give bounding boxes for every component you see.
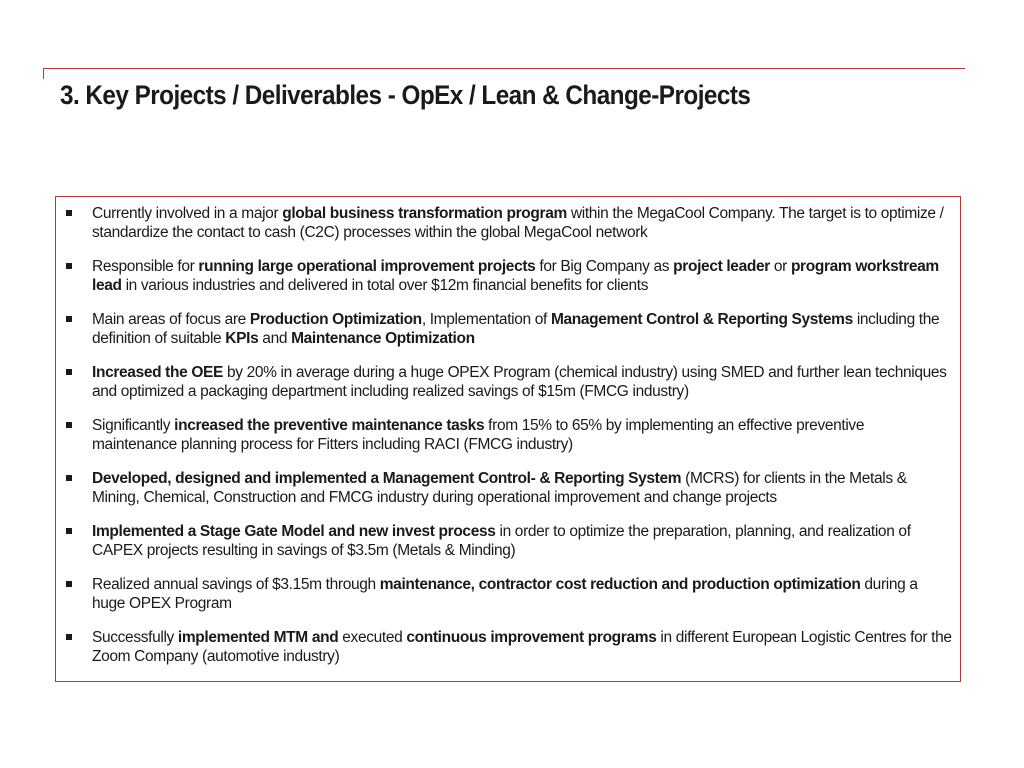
square-bullet-icon xyxy=(66,210,72,216)
bullet-text: Responsible for xyxy=(92,258,199,275)
bullet-text-bold: Maintenance Optimization xyxy=(291,330,475,347)
bullet-text: including the definition of suitable xyxy=(92,311,940,347)
bullet-text: executed xyxy=(338,629,407,646)
bullet-text: Successfully xyxy=(92,629,178,646)
bullet-text-bold: running large operational improvement projects xyxy=(198,258,536,275)
bullet-text: in various industries and delivered in total over $12m financial benefits for clients xyxy=(121,277,649,294)
bullet-item xyxy=(56,575,952,613)
bullet-text: Realized annual savings of $3.15m through xyxy=(92,576,380,593)
bullet-text-bold: implemented MTM and xyxy=(177,629,339,646)
bullet-item xyxy=(56,204,952,242)
square-bullet-icon xyxy=(66,422,72,428)
bullet-text-bold: Increased the OEE xyxy=(92,364,224,381)
bullet-text-bold: KPIs xyxy=(225,330,259,347)
bullet-text: in order to optimize the preparation, planning, and realization of CAPEX projects resulting in savings of $3.5m (Metals & Minding) xyxy=(92,523,911,559)
bullet-text-bold: project leader xyxy=(673,258,770,275)
bullet-item xyxy=(56,522,952,560)
bullet-item xyxy=(56,257,952,295)
bullet-text-bold: program workstream lead xyxy=(92,258,939,294)
bullet-text: , Implementation of xyxy=(421,311,551,328)
title-left-tick xyxy=(43,68,44,79)
bullet-item xyxy=(56,469,952,507)
bullet-text: within the MegaCool Company. The target is to optimize / standardize the contact to cash (C2C) processes within the global MegaCool network xyxy=(92,205,944,241)
bullet-text: for Big Company as xyxy=(535,258,674,275)
bullet-text: by 20% in average during a huge OPEX Program (chemical industry) using SMED and further lean techniques and optimized a packaging department including realized savings of $15m (FMCG industry) xyxy=(92,364,947,400)
square-bullet-icon xyxy=(66,581,72,587)
bullet-text: and xyxy=(258,330,292,347)
bullet-text: Main areas of focus are xyxy=(92,311,250,328)
bullet-item xyxy=(56,628,952,666)
bullet-text-bold: maintenance, contractor cost reduction and production optimization xyxy=(379,576,861,593)
bullet-item xyxy=(56,310,952,348)
bullet-text-bold: Implemented a Stage Gate Model and new invest process xyxy=(92,523,496,540)
square-bullet-icon xyxy=(66,369,72,375)
content-box xyxy=(55,196,961,682)
bullet-item xyxy=(56,416,952,454)
slide-title: 3. Key Projects / Deliverables - OpEx / Lean & Change-Projects xyxy=(60,80,751,110)
bullet-text: from 15% to 65% by implementing an effective preventive maintenance planning process for Fitters including RACI (FMCG industry) xyxy=(92,417,865,453)
bullet-list xyxy=(56,197,960,666)
bullet-text: or xyxy=(769,258,791,275)
bullet-text: Significantly xyxy=(92,417,175,434)
square-bullet-icon xyxy=(66,316,72,322)
square-bullet-icon xyxy=(66,528,72,534)
title-top-rule xyxy=(43,68,965,69)
square-bullet-icon xyxy=(66,263,72,269)
bullet-text-bold: Management Control & Reporting Systems xyxy=(550,311,853,328)
bullet-text-bold: Developed, designed and implemented a Management Control- & Reporting System xyxy=(92,470,682,487)
bullet-text: (MCRS) for clients in the Metals & Mining, Chemical, Construction and FMCG industry during operational improvement and change projects xyxy=(92,470,907,506)
bullet-text-bold: increased the preventive maintenance tasks xyxy=(174,417,485,434)
bullet-text: during a huge OPEX Program xyxy=(92,576,918,612)
bullet-text: Currently involved in a major xyxy=(92,205,283,222)
bullet-text: in different European Logistic Centres for the Zoom Company (automotive industry) xyxy=(92,629,952,665)
bullet-text-bold: Production Optimization xyxy=(249,311,422,328)
square-bullet-icon xyxy=(66,634,72,640)
bullet-text-bold: continuous improvement programs xyxy=(406,629,657,646)
bullet-item xyxy=(56,363,952,401)
bullet-text-bold: global business transformation program xyxy=(282,205,567,222)
square-bullet-icon xyxy=(66,475,72,481)
